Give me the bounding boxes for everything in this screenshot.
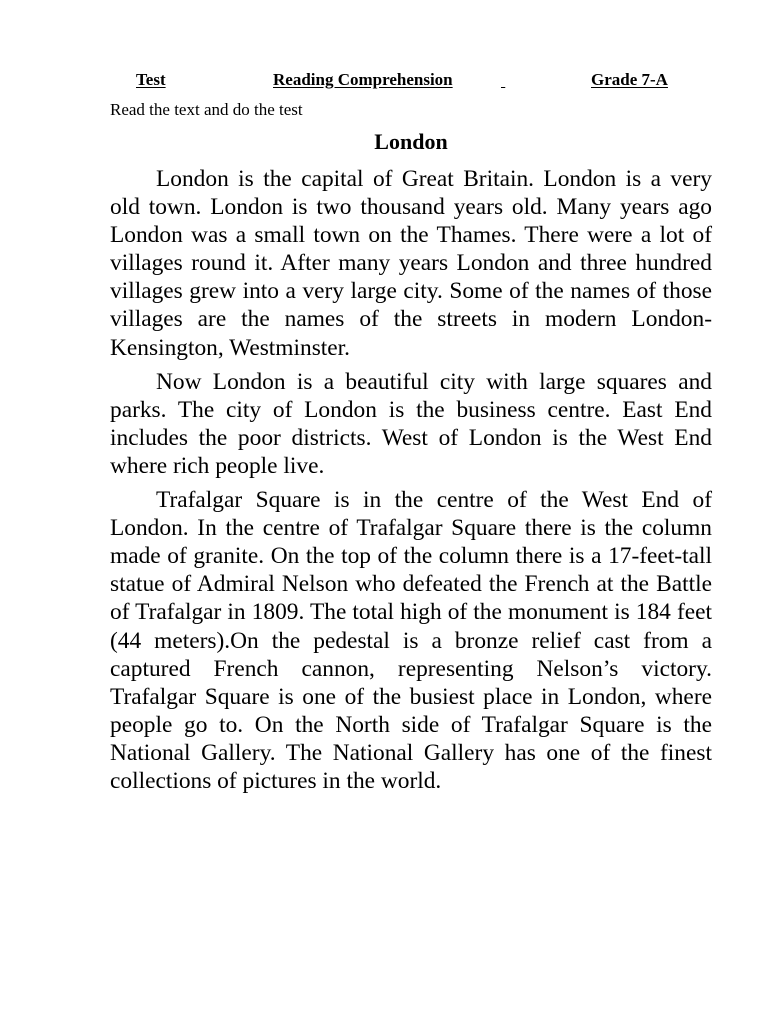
header-test-label: Test	[136, 70, 166, 89]
header-blank-line	[501, 70, 591, 90]
reading-text	[110, 165, 712, 801]
header-title: Reading Comprehension	[273, 70, 453, 89]
instruction-text: Read the text and do the test	[110, 100, 303, 119]
page-title: London	[374, 129, 448, 154]
paragraph-3: Trafalgar Square is in the centre of the West End of London. In the centre of Trafalgar Square there is the column made of granite. On the top of the column there is a 17-feet-tall statue of Admiral Nelson who defeated the French at the Battle of Trafalgar in 1809. The total high of the monument is 184 feet (44 meters).On the pedestal is a bronze relief cast from a captured French cannon, representing Nelson’s victory. Trafalgar Square is one of the busiest place in London, where people go to. On the North side of Trafalgar Square is the National Gallery. The National Gallery has one of the finest collections of pictures in the world.	[110, 487, 712, 794]
header-grade: Grade 7-A	[591, 70, 668, 89]
paragraph-1: London is the capital of Great Britain. London is a very old town. London is two thousand years old. Many years ago London was a small town on the Thames. There were a lot of villages round it. After many years London and three hundred villages grew into a very large city. Some of the names of those villages are the names of the streets in modern London-Kensington, Westminster.	[110, 166, 712, 361]
test-header	[110, 70, 710, 92]
paragraph-2: Now London is a beautiful city with large squares and parks. The city of London is the business centre. East End includes the poor districts. West of London is the West End where rich people live.	[110, 368, 712, 479]
